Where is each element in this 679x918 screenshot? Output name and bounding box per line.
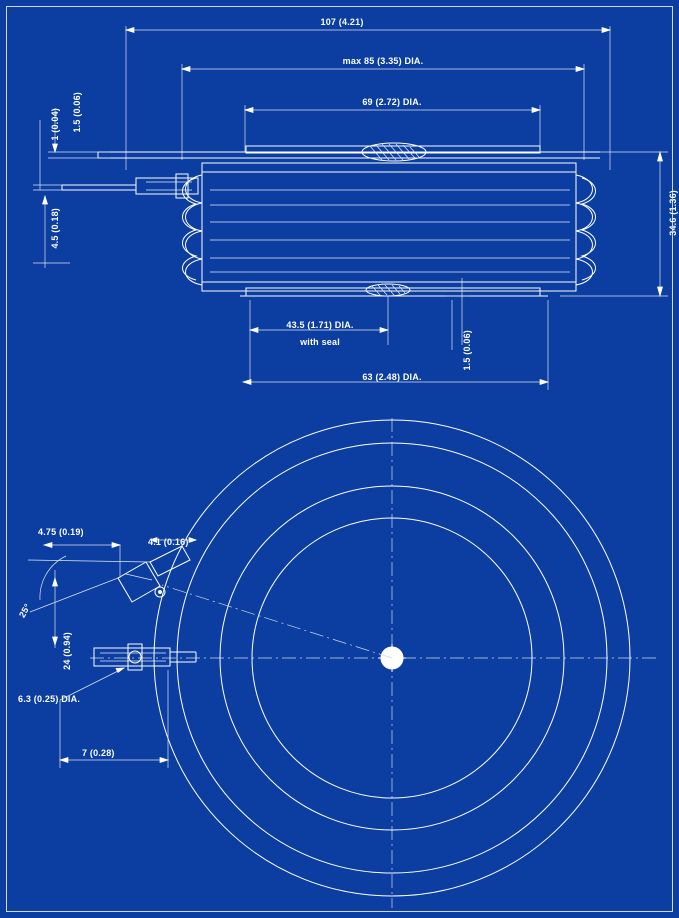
dim-top-overall: 107 (4.21)	[320, 17, 364, 27]
dim-lower-small-vert: 1.5 (0.06)	[462, 330, 472, 371]
dim-tv-e: 7 (0.28)	[82, 748, 115, 758]
dim-right-height: 34.6 (1.36)	[668, 190, 678, 236]
dim-tv-a: 4.75 (0.19)	[38, 527, 84, 537]
gate-lead-side	[62, 174, 198, 198]
cathode-lead-block	[94, 644, 196, 670]
gate-terminal-block	[118, 546, 190, 602]
ceramic-ribs-right	[576, 175, 596, 285]
dim-lower-center-note: with seal	[300, 337, 340, 347]
dim-top-second: max 85 (3.35) DIA.	[342, 56, 424, 66]
dim-tv-d: 6.3 (0.25) DIA.	[18, 694, 81, 704]
bottom-center-hatch	[366, 284, 410, 296]
dim-left-lower: 4.5 (0.18)	[50, 208, 60, 249]
top-view	[28, 418, 660, 908]
dim-left-upper-small: 1.5 (0.06)	[72, 92, 82, 133]
ceramic-ribs-left	[183, 175, 203, 285]
dim-lower-overall-dia: 63 (2.48) DIA.	[362, 372, 422, 382]
dim-tv-b: 4.1 (0.16)	[148, 537, 189, 547]
side-section-view	[33, 26, 668, 390]
dim-top-third: 69 (2.72) DIA.	[362, 97, 422, 107]
dim-left-upper-tall: 1 (0.04)	[50, 108, 60, 141]
dim-tv-angle: 25°	[16, 602, 33, 620]
dim-lower-center-dia: 43.5 (1.71) DIA.	[286, 320, 354, 330]
dim-tv-c: 24 (0.94)	[62, 632, 72, 670]
